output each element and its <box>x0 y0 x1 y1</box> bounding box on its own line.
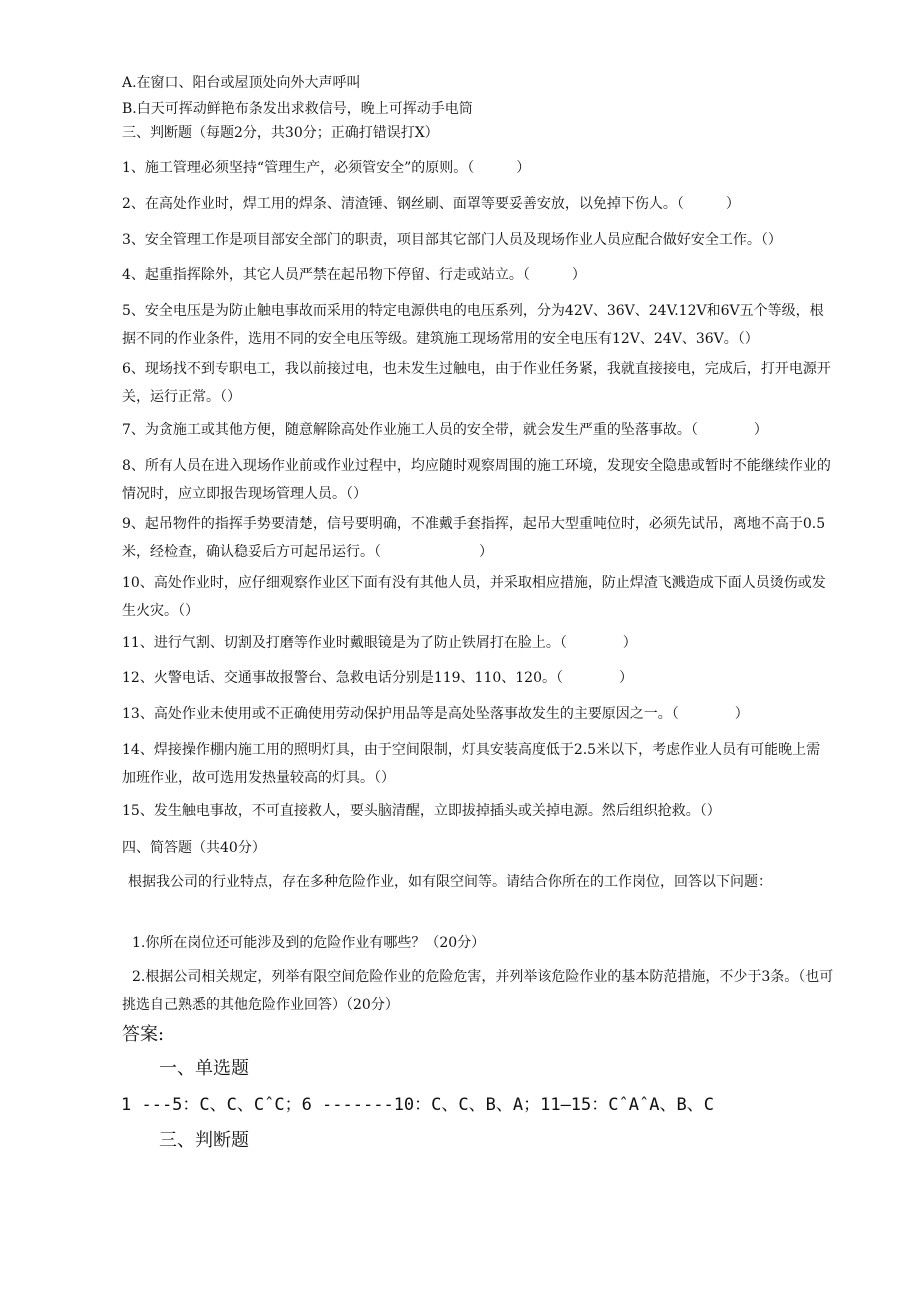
section-4-intro: 根据我公司的行业特点，存在多种危险作业，如有限空间等。请结合你所在的工作岗位，回答以下问题： <box>128 874 772 890</box>
option-b: B.白天可挥动鲜艳布条发出求救信号，晚上可挥动手电筒 <box>122 101 473 117</box>
tf-item-15: 15、发生触电事故，不可直接救人，要头脑清醒，立即拔掉插头或关掉电源。然后组织抢救。（） <box>122 803 721 819</box>
answers-single-choice-line: 1 ---5：C、C、CˆC；6 -------10：C、C、B、A；11—15：CˆAˆA、B、C <box>121 1095 714 1115</box>
tf-item-9: 9、起吊物件的指挥手势要清楚，信号要明确，不准戴手套指挥，起吊大型重吨位时，必须先试吊，离地不高于0.5米，经检查，确认稳妥后方可起吊运行。（ ） <box>122 516 826 560</box>
section-4-title: 四、简答题（共40分） <box>122 840 266 856</box>
tf-item-7: 7、为贪施工或其他方便，随意解除高处作业施工人员的安全带，就会发生严重的坠落事故。（ ） <box>122 422 768 438</box>
tf-item-1: 1、施工管理必须坚持“管理生产，必须管安全”的原则。（ ） <box>122 160 531 176</box>
option-a: A.在窗口、阳台或屋顶处向外大声呼叫 <box>122 75 361 91</box>
section-4-question-1: 1.你所在岗位还可能涉及到的危险作业有哪些？（20分） <box>132 935 486 951</box>
answers-single-choice-title: 一、单选题 <box>159 1058 249 1079</box>
tf-item-5: 5、安全电压是为防止触电事故而采用的特定电源供电的电压系列，分为42V、36V、24V.12V和6V五个等级，根据不同的作业条件，选用不同的安全电压等级。建筑施工现场常用的安全电压有12V、24V、36V。（） <box>122 303 824 347</box>
tf-item-4: 4、起重指挥除外，其它人员严禁在起吊物下停留、行走或站立。（ ） <box>122 267 586 283</box>
tf-item-6: 6、现场找不到专职电工，我以前接过电，也未发生过触电，由于作业任务紧，我就直接接电，完成后，打开电源开关，运行正常。（） <box>122 361 831 405</box>
tf-item-13: 13、高处作业未使用或不正确使用劳动保护用品等是高处坠落事故发生的主要原因之一。（ ） <box>122 706 749 722</box>
tf-item-10: 10、高处作业时，应仔细观察作业区下面有没有其他人员，并采取相应措施，防止焊渣飞溅造成下面人员烫伤或发生火灾。（） <box>122 575 826 619</box>
section-4-question-2: 2.根据公司相关规定，列举有限空间危险作业的危险危害，并列举该危险作业的基本防范措施，不少于3条。（也可挑选自己熟悉的其他危险作业回答）（20分） <box>122 969 834 1013</box>
section-3-title: 三、判断题（每题2分，共30分；正确打错误打X） <box>122 125 439 141</box>
tf-item-3: 3、安全管理工作是项目部安全部门的职责，项目部其它部门人员及现场作业人员应配合做好安全工作。（） <box>122 232 782 248</box>
tf-item-2: 2、在高处作业时，焊工用的焊条、清渣锤、钢丝刷、面罩等要妥善安放，以免掉下伤人。（ ） <box>122 196 740 212</box>
tf-item-12: 12、火警电话、交通事故报警台、急救电话分别是119、110、120。（ ） <box>122 670 633 686</box>
answers-tf-title: 三、判断题 <box>159 1130 249 1151</box>
tf-item-11: 11、进行气割、切割及打磨等作业时戴眼镜是为了防止铁屑打在脸上。（ ） <box>122 635 637 651</box>
tf-item-8: 8、所有人员在进入现场作业前或作业过程中，均应随时观察周围的施工环境，发现安全隐患或暂时不能继续作业的情况时，应立即报告现场管理人员。（） <box>122 458 831 502</box>
tf-item-14: 14、焊接操作棚内施工用的照明灯具，由于空间限制，灯具安装高度低于2.5米以下，考虑作业人员有可能晚上需加班作业，故可选用发热量较高的灯具。（） <box>122 742 821 786</box>
answers-title: 答案: <box>122 1024 165 1045</box>
